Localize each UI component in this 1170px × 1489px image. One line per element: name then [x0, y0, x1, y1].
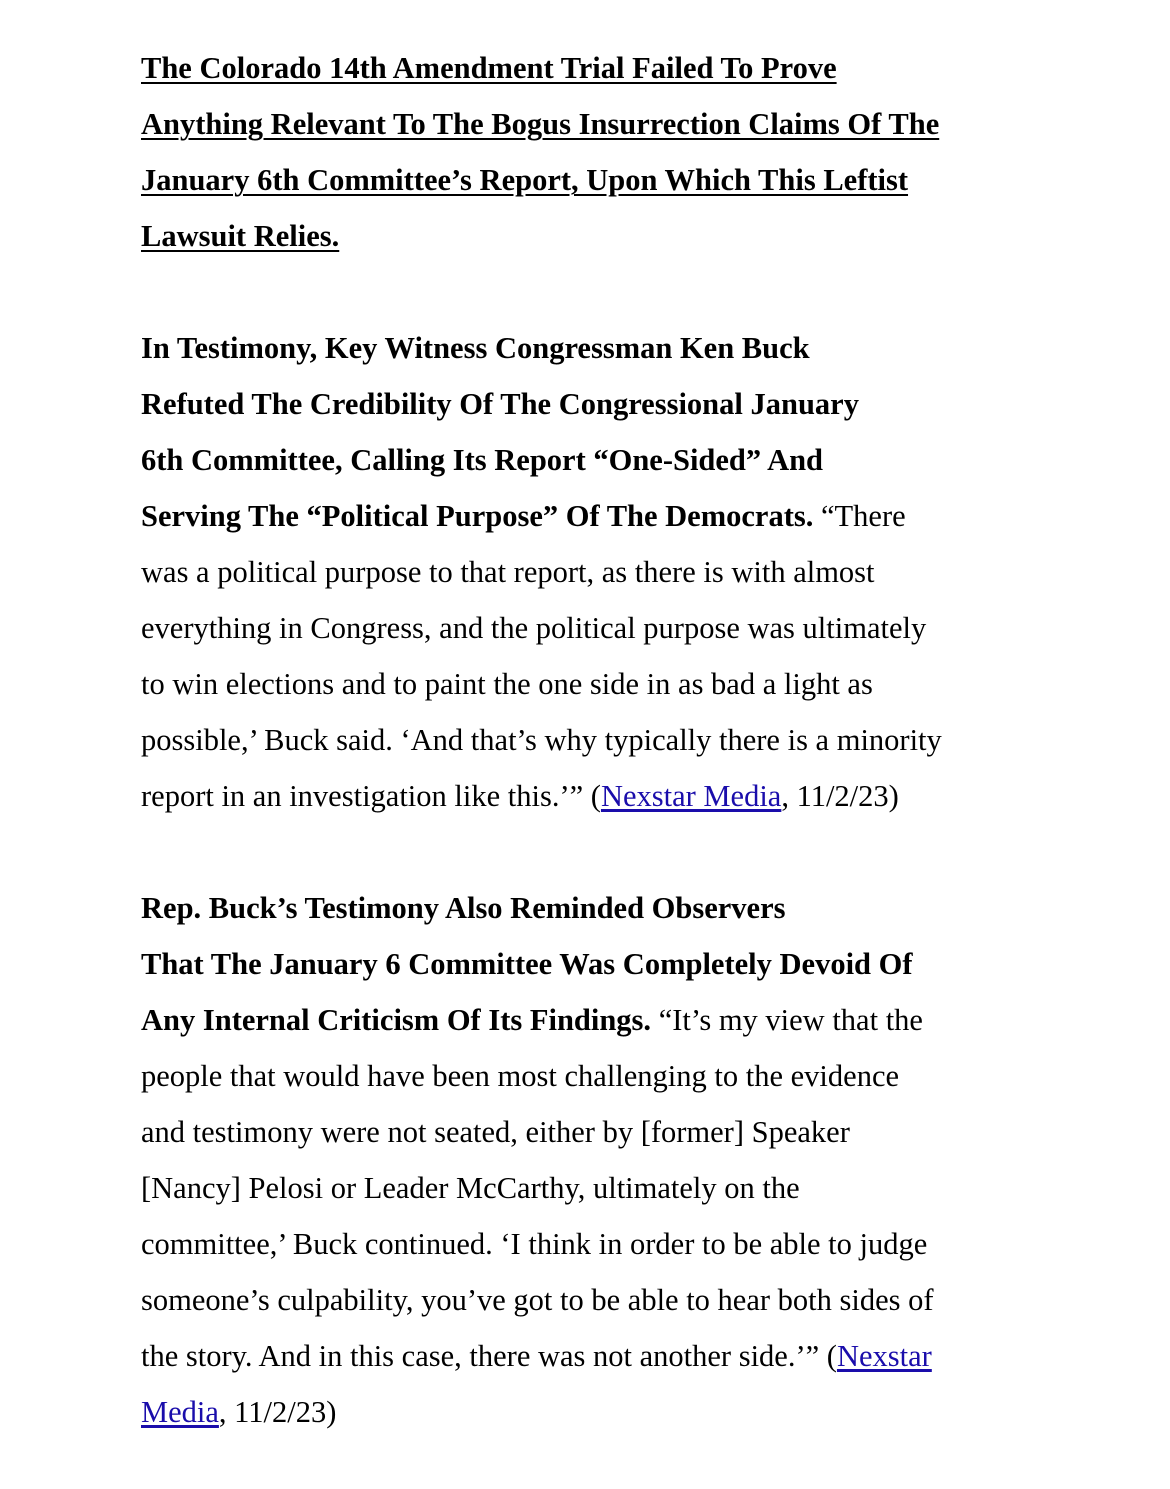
- document-page: [141, 40, 1041, 1440]
- para2-text-line: [Nancy] Pelosi or Leader McCarthy, ultimately on the: [141, 1171, 800, 1205]
- para2-bold-line: Rep. Buck’s Testimony Also Reminded Observers: [141, 891, 786, 925]
- para2-text-line: and testimony were not seated, either by [former] Speaker: [141, 1115, 850, 1149]
- para1-bold-line: Refuted The Credibility Of The Congressional January: [141, 387, 859, 421]
- para2-citation-line: [141, 1328, 1041, 1384]
- para1-last-pre: report in an investigation like this.’” (: [141, 779, 601, 813]
- paragraph-buck-criticism: [141, 880, 1041, 1440]
- para2-bold-line: That The January 6 Committee Was Completely Devoid Of: [141, 947, 913, 981]
- para2-quote-start: “It’s my view that the: [651, 1003, 923, 1037]
- para1-text-line: everything in Congress, and the political purpose was ultimately: [141, 611, 927, 645]
- heading-line: Anything Relevant To The Bogus Insurrection Claims Of The: [141, 107, 940, 141]
- para1-bold-line: In Testimony, Key Witness Congressman Ken Buck: [141, 331, 810, 365]
- para2-bold-last: Any Internal Criticism Of Its Findings.: [141, 1003, 652, 1037]
- para1-bold-last: Serving The “Political Purpose” Of The Democrats.: [141, 499, 814, 533]
- document-heading: [141, 40, 1041, 264]
- para2-last-post: , 11/2/23): [218, 1395, 337, 1429]
- para1-text-line: possible,’ Buck said. ‘And that’s why typically there is a minority: [141, 723, 942, 757]
- paragraph-spacer: [141, 824, 1041, 880]
- para1-text-line: was a political purpose to that report, as there is with almost: [141, 555, 875, 589]
- para2-final-line: [141, 1384, 1041, 1440]
- para1-bold-line: 6th Committee, Calling Its Report “One-Sided” And: [141, 443, 824, 477]
- paragraph-buck-testimony: [141, 320, 1041, 824]
- para1-citation-line: [141, 768, 1041, 824]
- para2-mixed-line: [141, 992, 1041, 1048]
- para2-text-line: committee,’ Buck continued. ‘I think in order to be able to judge: [141, 1227, 928, 1261]
- para2-text-line: someone’s culpability, you’ve got to be able to hear both sides of: [141, 1283, 934, 1317]
- heading-line: January 6th Committee’s Report, Upon Which This Leftist: [141, 163, 909, 197]
- heading-line: The Colorado 14th Amendment Trial Failed To Prove: [141, 51, 837, 85]
- heading-line: Lawsuit Relies.: [141, 219, 340, 253]
- para1-quote-start: “There: [813, 499, 906, 533]
- para1-text-line: to win elections and to paint the one side in as bad a light as: [141, 667, 873, 701]
- nexstar-media-link-part2[interactable]: Media: [141, 1395, 219, 1429]
- para1-mixed-line: [141, 488, 1041, 544]
- nexstar-media-link-part1[interactable]: Nexstar: [836, 1339, 932, 1373]
- nexstar-media-link[interactable]: Nexstar Media: [600, 779, 782, 813]
- para2-penult-pre: the story. And in this case, there was not another side.’” (: [141, 1339, 837, 1373]
- para1-last-post: , 11/2/23): [781, 779, 899, 813]
- para2-text-line: people that would have been most challenging to the evidence: [141, 1059, 900, 1093]
- paragraph-spacer: [141, 264, 1041, 320]
